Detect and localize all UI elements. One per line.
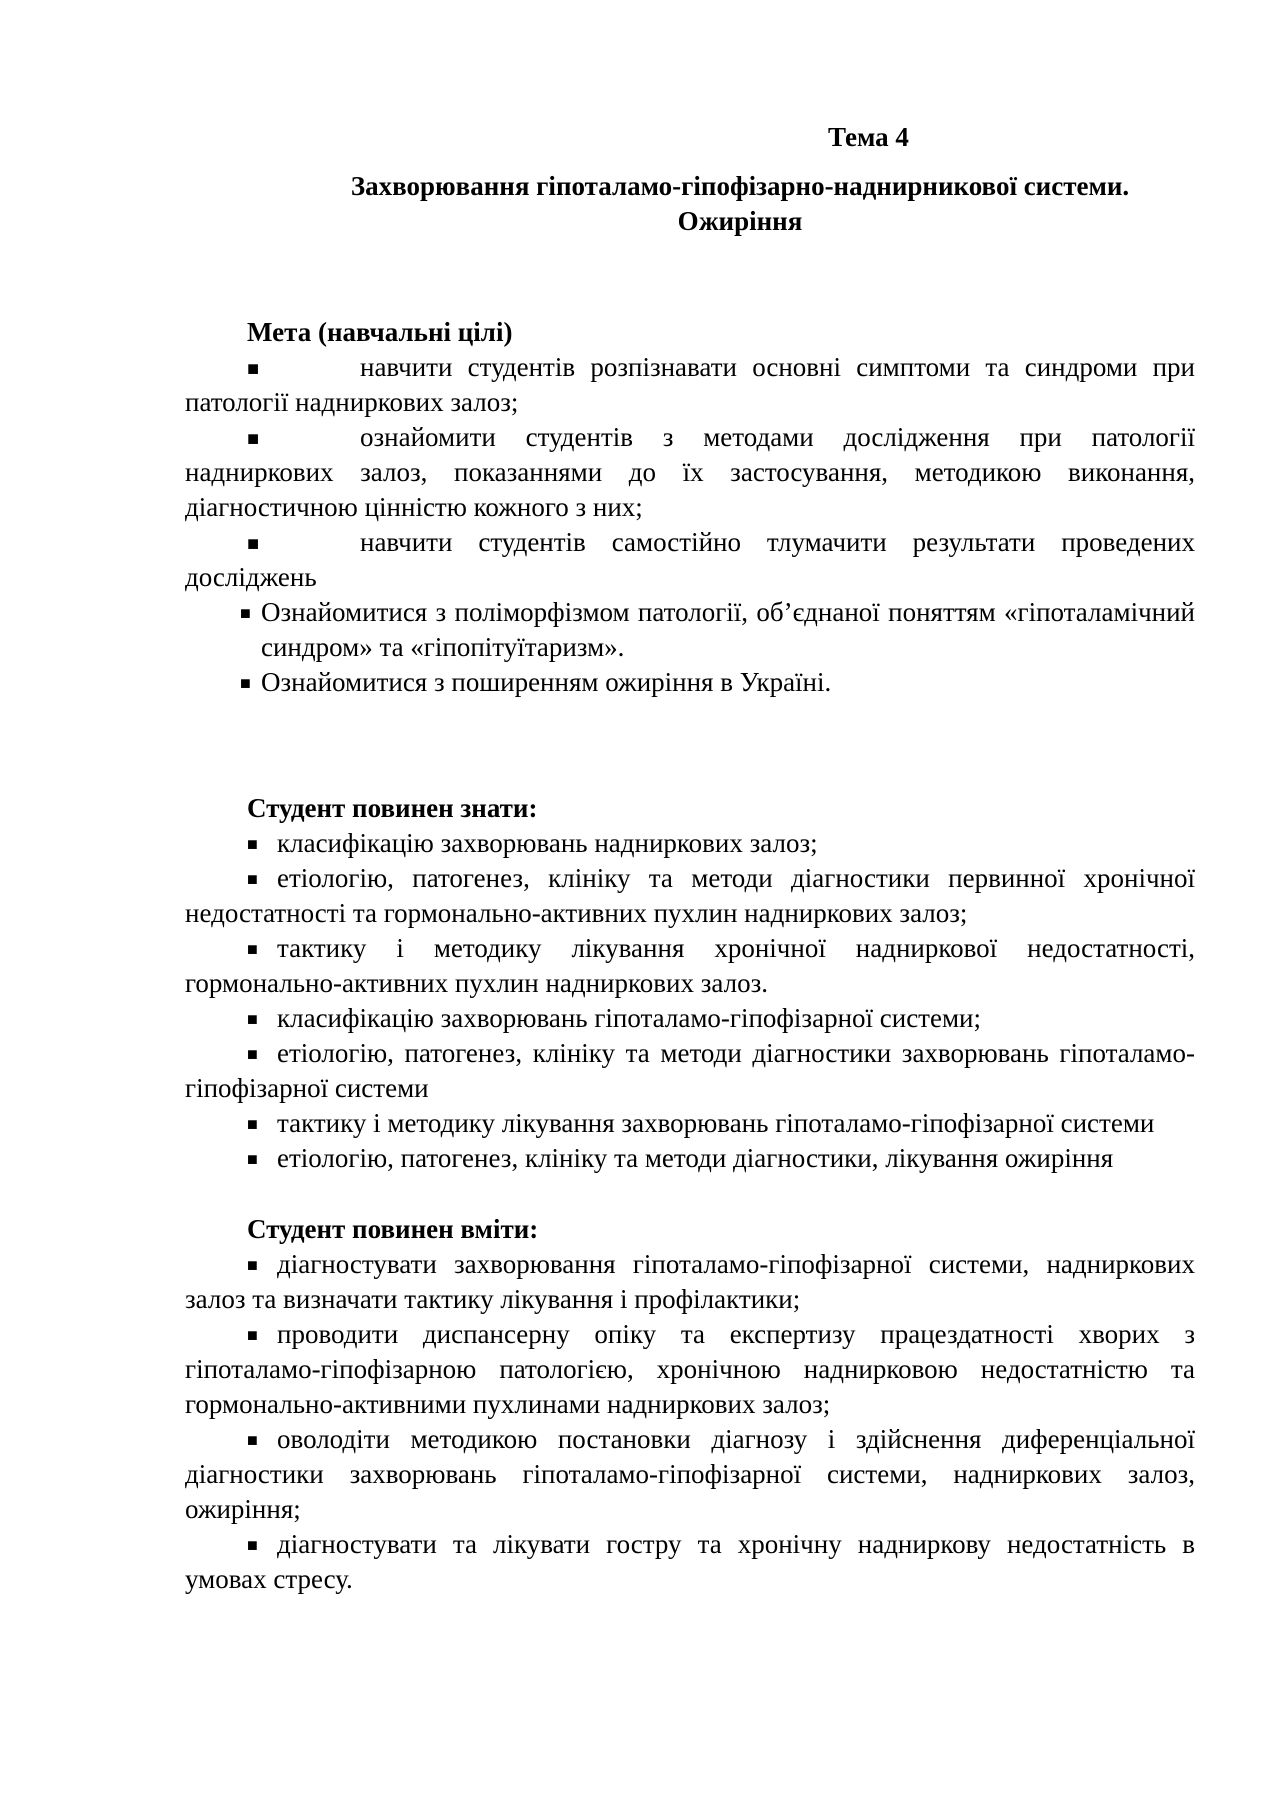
know-item-text: етіологію, патогенез, клініку та методи діагностики захворювань гіпоталамо-гіпофізарної системи — [185, 1038, 1195, 1103]
know-item — [185, 861, 1195, 931]
know-item-text: класифікацію захворювань надниркових залоз; — [277, 828, 818, 858]
square-bullet-icon: ■ — [247, 1325, 258, 1345]
topic-heading — [450, 120, 1195, 155]
know-item-text: класифікацію захворювань гіпоталамо-гіпофізарної системи; — [277, 1003, 982, 1033]
title-line-1: Захворювання гіпоталамо-гіпофізарно-наднирникової системи. — [350, 171, 1130, 201]
skills-item — [185, 1247, 1195, 1317]
know-heading: Студент повинен знати: — [247, 793, 538, 823]
topic-number: Тема 4 — [828, 122, 909, 152]
skills-item — [185, 1527, 1195, 1597]
skills-item — [185, 1422, 1195, 1527]
square-bullet-icon: ■ — [247, 869, 258, 889]
know-item — [185, 826, 1195, 861]
document-title — [285, 169, 1195, 239]
title-line-2: Ожиріння — [677, 206, 803, 236]
know-item — [185, 1141, 1195, 1176]
document-page — [185, 120, 1195, 1597]
square-bullet-icon: ■ — [247, 1149, 258, 1169]
skills-item — [185, 1317, 1195, 1422]
goal-item — [185, 420, 1195, 525]
square-bullet-icon: ■ — [247, 834, 258, 854]
goal-item-text: Ознайомитися з поширенням ожиріння в Україні. — [261, 667, 832, 697]
skills-item-text: діагностувати захворювання гіпоталамо-гіпофізарної системи, надниркових залоз та визначати тактику лікування і профілактики; — [185, 1249, 1195, 1314]
goal-item-text: навчити студентів самостійно тлумачити результати проведених досліджень — [185, 527, 1195, 592]
know-item — [185, 1001, 1195, 1036]
know-item-text: етіологію, патогенез, клініку та методи діагностики первинної хронічної недостатності та гормонально-активних пухлин надниркових залоз; — [185, 863, 1195, 928]
square-bullet-icon: ■ — [247, 1009, 258, 1029]
know-item — [185, 931, 1195, 1001]
know-item-text: тактику і методику лікування хронічної надниркової недостатності, гормонально-активних пухлин надниркових залоз. — [185, 933, 1195, 998]
square-bullet-icon: ■ — [247, 358, 260, 380]
skills-heading: Студент повинен вміти: — [247, 1214, 539, 1244]
know-item — [185, 1106, 1195, 1141]
square-bullet-icon: ■ — [247, 939, 258, 959]
know-item-text: тактику і методику лікування захворювань гіпоталамо-гіпофізарної системи — [277, 1108, 1155, 1138]
goal-item-text: ознайомити студентів з методами дослідження при патології надниркових залоз, показаннями до їх застосування, методикою виконання, діагностичною цінністю кожного з них; — [185, 422, 1195, 522]
square-bullet-icon: ■ — [247, 1114, 258, 1134]
square-bullet-icon: ■ — [240, 603, 251, 623]
square-bullet-icon: ■ — [247, 428, 260, 450]
skills-item-text: діагностувати та лікувати гостру та хронічну надниркову недостатність в умовах стресу. — [185, 1529, 1195, 1594]
know-item — [185, 1036, 1195, 1106]
goal-item — [185, 595, 1195, 665]
square-bullet-icon: ■ — [247, 1044, 258, 1064]
goal-item — [185, 350, 1195, 420]
goal-item — [185, 525, 1195, 595]
square-bullet-icon: ■ — [247, 1255, 258, 1275]
goals-heading: Мета (навчальні цілі) — [247, 317, 513, 347]
know-item-text: етіологію, патогенез, клініку та методи діагностики, лікування ожиріння — [277, 1143, 1114, 1173]
square-bullet-icon: ■ — [247, 1535, 258, 1555]
skills-item-text: оволодіти методикою постановки діагнозу і здійснення диференціальної діагностики захворювань гіпоталамо-гіпофізарної системи, надниркових залоз, ожиріння; — [185, 1424, 1195, 1524]
square-bullet-icon: ■ — [240, 673, 251, 693]
goal-item — [185, 665, 1195, 700]
square-bullet-icon: ■ — [247, 1430, 258, 1450]
goal-item-text: Ознайомитися з поліморфізмом патології, об’єднаної поняттям «гіпоталамічний синдром» та «гіпопітуїтаризм». — [261, 597, 1195, 662]
skills-item-text: проводити диспансерну опіку та експертизу працездатності хворих з гіпоталамо-гіпофізарною патологією, хронічною наднирковою недостатністю та гормонально-активними пухлинами надниркових залоз; — [185, 1319, 1195, 1419]
goal-item-text: навчити студентів розпізнавати основні симптоми та синдроми при патології надниркових залоз; — [185, 352, 1195, 417]
square-bullet-icon: ■ — [247, 533, 260, 555]
